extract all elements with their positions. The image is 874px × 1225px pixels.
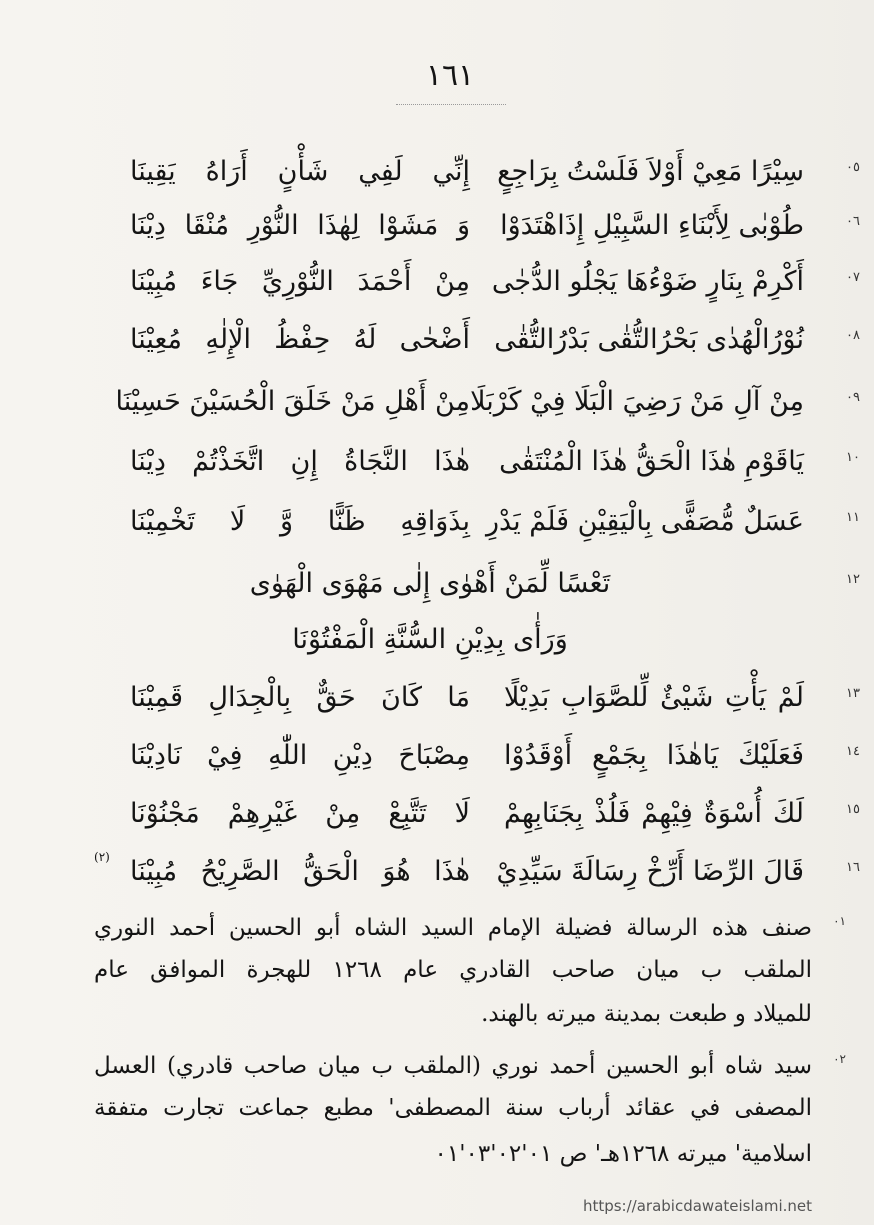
- verse-first-hemistich: فَعَلَيْكَ يَاهٰذَا بِجَمْعٍ أَوْقَدُوْا: [504, 740, 804, 771]
- verse-number: ٠٦: [846, 214, 860, 229]
- footnote-number: ٠١: [833, 914, 846, 928]
- verse-first-hemistich: لَمْ يَأْتِ شَيْئٌ لِّلصَّوَابِ بَدِيْلًا: [504, 682, 804, 713]
- verse-first-hemistich: عَسَلٌ مُّصَفًّى بِالْيَقِيْنِ فَلَمْ يَدْرِ: [485, 506, 804, 537]
- footnote-number: ٠٢: [833, 1052, 846, 1066]
- verse-number: ١٠: [846, 450, 860, 465]
- verse-second-hemistich: أَضْحٰى لَهُ حِفْظُ الْإِلٰهِ مُعِيْنَا: [130, 324, 470, 355]
- footnote-line: اسلامية' ميرته ١٢٦٨هـ' ص ٠١'٠٢'٠٣'٠١: [434, 1141, 812, 1167]
- verse-second-hemistich: لَا تَتَّبِعْ مِنْ غَيْرِهِمْ مَجْنُوْنَا: [130, 798, 470, 829]
- verse-first-hemistich: مِنْ آلِ مَنْ رَضِيَ الْبَلَا فِيْ كَرْبَلَا: [470, 386, 804, 417]
- footnote-line: للميلاد و طبعت بمدينة ميرته بالهند.: [481, 1001, 812, 1027]
- verse-number: ١٤: [846, 744, 860, 759]
- verse-first-hemistich: طُوْبٰى لِأَبْنَاءِ السَّبِيْلِ إِذَاهْتَدَوْا: [500, 210, 804, 241]
- verse-number: ١٣: [846, 686, 860, 701]
- verse-second-hemistich: مِنْ أَهْلِ مَنْ خَلَقَ الْحُسَيْنَ حَسِيْنَا: [115, 386, 470, 417]
- verse-second-hemistich: مَا كَانَ حَقٌّ بِالْجِدَالِ قَمِيْنَا: [130, 682, 470, 713]
- verse-second-hemistich: هٰذَا هُوَ الْحَقُّ الصَّرِيْحُ مُبِيْنَا: [130, 856, 470, 887]
- verse-row: [90, 318, 860, 368]
- verse-row: [90, 676, 860, 726]
- verse-first-hemistich: سِيْرًا مَعِيْ أَوْلاَ فَلَسْتُ بِرَاجِعٍ: [497, 156, 804, 187]
- verse-12-line-1: تَعْسًا لِّمَنْ أَهْوٰى إِلٰى مَهْوَى الْهَوٰى: [249, 568, 611, 599]
- verse-row: [90, 792, 860, 842]
- verse-second-hemistich: إِنِّي لَفِي شَأْنٍ أَرَاهُ يَقِينَا: [130, 156, 470, 187]
- verse-row: [90, 500, 860, 550]
- verse-second-hemistich: وَ مَشَوْا لِهٰذَا النُّوْرِ مُنْقَا دِيْنَا: [130, 210, 470, 241]
- verse-row: [90, 440, 860, 490]
- verse-number: ١٦: [846, 860, 860, 875]
- footnote-marker: (٢): [94, 850, 110, 864]
- footnote-line: صنف هذه الرسالة فضيلة الإمام السيد الشاه أبو الحسين أحمد النوري: [94, 915, 813, 941]
- verse-row: [90, 734, 860, 784]
- verse-number: ١١: [846, 510, 860, 525]
- verse-number: ١٢: [846, 572, 860, 587]
- verse-second-hemistich: هٰذَا النَّجَاةُ إِنِ اتَّخَذْتُمْ دِيْنَا: [130, 446, 470, 477]
- footnote-line: الملقب ب ميان صاحب القادري عام ١٢٦٨ للهجرة الموافق عام: [94, 957, 812, 983]
- verse-row: [90, 850, 860, 900]
- page-number: ١٦١: [425, 58, 475, 93]
- verse-number: ٠٨: [846, 328, 860, 343]
- verse-first-hemistich: لَكَ أُسْوَةٌ فِيْهِمْ فَلُذْ بِجَنَابِهِمْ: [504, 798, 804, 829]
- page-number-rule: [396, 104, 506, 105]
- verse-first-hemistich: قَالَ الرِّضَا أَرِّخْ رِسَالَةَ سَيِّدِيْ: [496, 856, 804, 887]
- verse-number: ١٥: [846, 802, 860, 817]
- verse-row: [90, 204, 860, 254]
- verse-row: [90, 380, 860, 430]
- verse-second-hemistich: مِصْبَاحَ دِيْنِ اللّٰهِ فِيْ نَادِيْنَا: [130, 740, 470, 771]
- verse-first-hemistich: نُوْرُالْهُدٰى بَحْرُالتُّقٰى بَدْرُالتُّقٰى: [494, 324, 804, 355]
- verse-row: [90, 150, 860, 200]
- footnote-line: المصفى في عقائد أرباب سنة المصطفى' مطبع جماعت تجارت متفقة: [94, 1095, 812, 1121]
- verse-first-hemistich: يَاقَوْمِ هٰذَا الْحَقُّ هٰذَا الْمُنْتَقٰى: [499, 446, 804, 477]
- watermark-url: https://arabicdawateislami.net: [582, 1197, 812, 1215]
- verse-second-hemistich: بِذَوَاقِهِ ظَنًّا وَّ لَا تَخْمِيْنَا: [130, 506, 470, 537]
- verse-number: ٠٩: [846, 390, 860, 405]
- verse-12-line-2: وَرَأٰى بِدِيْنِ السُّنَّةِ الْمَفْتُوْنَا: [292, 624, 568, 655]
- verse-number: ٠٧: [846, 270, 860, 285]
- verse-row: [90, 260, 860, 310]
- footnote-line: سيد شاه أبو الحسين أحمد نوري (الملقب ب ميان صاحب قادري) العسل: [94, 1053, 812, 1079]
- verse-number: ٠٥: [846, 160, 860, 175]
- verse-second-hemistich: مِنْ أَحْمَدَ النُّوْرِيِّ جَاءَ مُبِيْنَا: [130, 266, 470, 297]
- verse-first-hemistich: أَكْرِمْ بِنَارٍ ضَوْءُهَا يَجْلُو الدُّجٰى: [491, 266, 804, 297]
